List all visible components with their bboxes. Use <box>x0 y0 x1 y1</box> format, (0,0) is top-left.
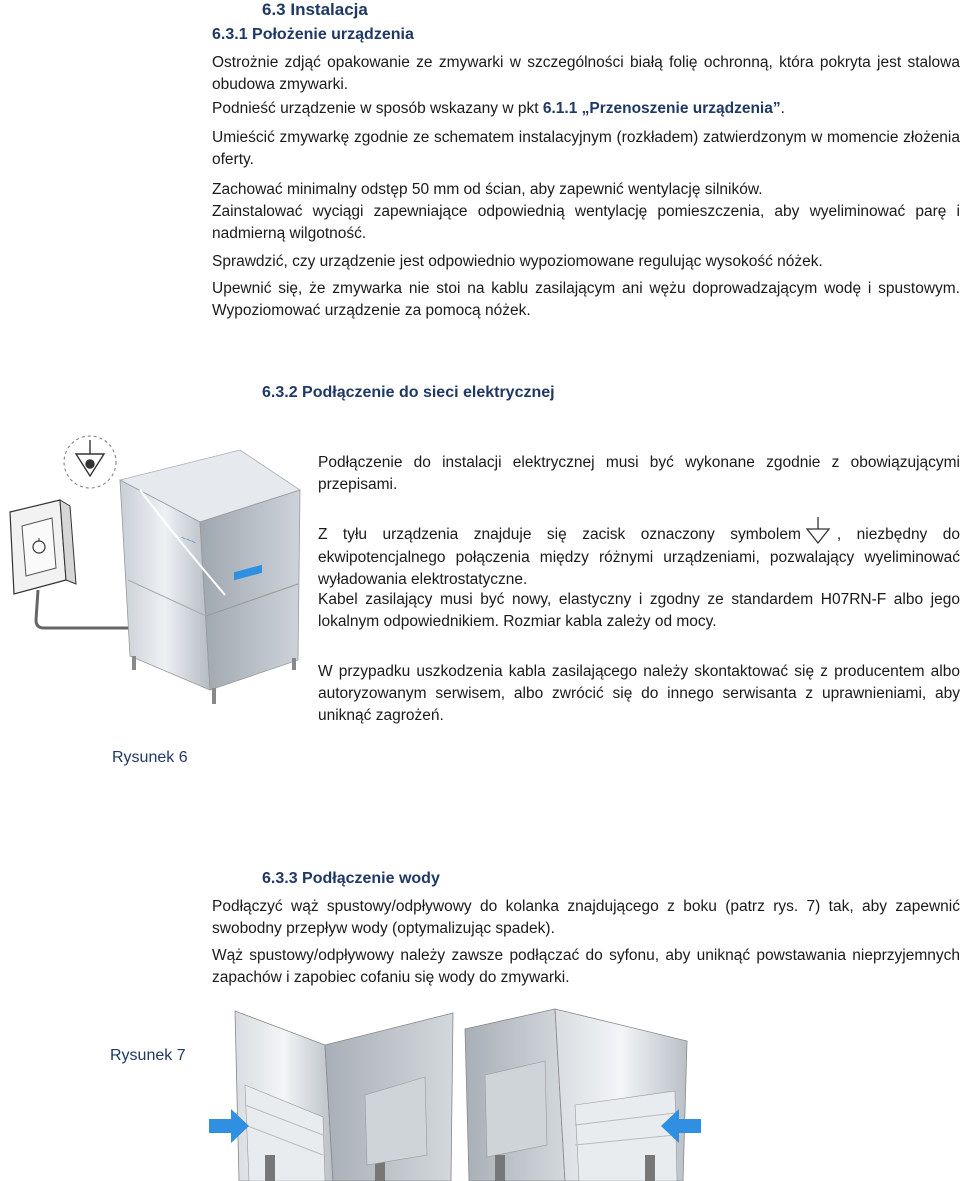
paragraph-drain-hose: Podłączyć wąż spustowy/odpływowy do kolanka znajdującego z boku (patrz rys. 7) tak, aby zapewnić swobodny przepływ wody (optymalizując spadek). <box>212 898 960 937</box>
subsection-title-6-3-1: 6.3.1 Położenie urządzenia <box>212 26 414 43</box>
paragraph-lift <box>212 98 785 120</box>
svg-text:~~~: ~~~ <box>179 532 198 548</box>
paragraph-min-distance: Zachować minimalny odstęp 50 mm od ścian, aby zapewnić wentylację silników. <box>212 181 763 198</box>
paragraph-siphon: Wąż spustowy/odpływowy należy zawsze podłączać do syfonu, aby uniknąć powstawania nieprzyjemnych zapachów i zapobiec cofaniu się wody do zmywarki. <box>212 947 960 986</box>
figure-7-right-view <box>455 1005 705 1181</box>
paragraph-cable-damage: W przypadku uszkodzenia kabla zasilającego należy skontaktować się z producentem albo autoryzowanym serwisem, albo zwrócić się do innego serwisanta z uprawnieniami, aby uniknąć zagrożeń. <box>318 663 960 724</box>
paragraph-leveling: Sprawdzić, czy urządzenie jest odpowiednio wypoziomowane regulując wysokość nóżek. <box>212 253 823 270</box>
figure-6-caption: Rysunek 6 <box>112 749 188 766</box>
paragraph-lift-suffix: . <box>780 100 785 117</box>
paragraph-placement: Umieścić zmywarkę zgodnie ze schematem instalacyjnym (rozkładem) zatwierdzonym w momencie złożenia oferty. <box>212 129 960 168</box>
reference-link-6-1-1[interactable]: 6.1.1 „Przenoszenie urządzenia” <box>542 100 781 117</box>
paragraph-ventilation: Zainstalować wyciągi zapewniające odpowiednią wentylację pomieszczenia, aby wyeliminować parę i nadmierną wilgotność. <box>212 203 960 242</box>
dishwasher-base-left <box>235 1011 453 1181</box>
figure-7-caption: Rysunek 7 <box>110 1047 186 1064</box>
figure-6-illustration <box>0 430 310 730</box>
paragraph-cable-check: Upewnić się, że zmywarka nie stoi na kablu zasilającym ani wężu doprowadzającym wodę i spustowym. Wypoziomować urządzenie za pomocą nóżek. <box>212 280 960 319</box>
paragraph-electrical-regulations: Podłączenie do instalacji elektrycznej musi być wykonane zgodnie z obowiązującymi przepisami. <box>318 454 960 493</box>
dishwasher-base-right <box>465 1009 687 1181</box>
subsection-title-6-3-2: 6.3.2 Podłączenie do sieci elektrycznej <box>262 384 555 401</box>
figure-7-left-view <box>205 1005 465 1181</box>
wall-socket-icon <box>10 500 76 594</box>
equipotential-suffix: , niezbędny do ekwipotencjalnego połączenia między różnymi urządzeniami, pozwalający wyeliminować wyładowania elektrostatyczne. <box>318 526 960 588</box>
dishwasher-illustration <box>120 450 300 704</box>
equipotential-symbol-icon <box>76 440 104 476</box>
paragraph-equipotential <box>318 517 960 591</box>
subsection-title-6-3-3: 6.3.3 Podłączenie wody <box>262 870 440 887</box>
section-title: 6.3 Instalacja <box>262 0 368 19</box>
paragraph-lift-prefix: Podnieść urządzenie w sposób wskazany w pkt <box>212 100 543 117</box>
paragraph-remove-packaging: Ostrożnie zdjąć opakowanie ze zmywarki w szczególności białą folię ochronną, która pokryta jest stalowa obudowa zmywarki. <box>212 54 960 93</box>
equipotential-inline-icon <box>805 517 831 547</box>
paragraph-cable-standard: Kabel zasilający musi być nowy, elastyczny i zgodny ze standardem H07RN-F albo jego lokalnym odpowiednikiem. Rozmiar kabla zależy od mocy. <box>318 591 960 630</box>
equipotential-prefix: Z tyłu urządzenia znajduje się zacisk oznaczony symbolem <box>318 526 801 543</box>
figure-6-electrical <box>0 430 310 730</box>
